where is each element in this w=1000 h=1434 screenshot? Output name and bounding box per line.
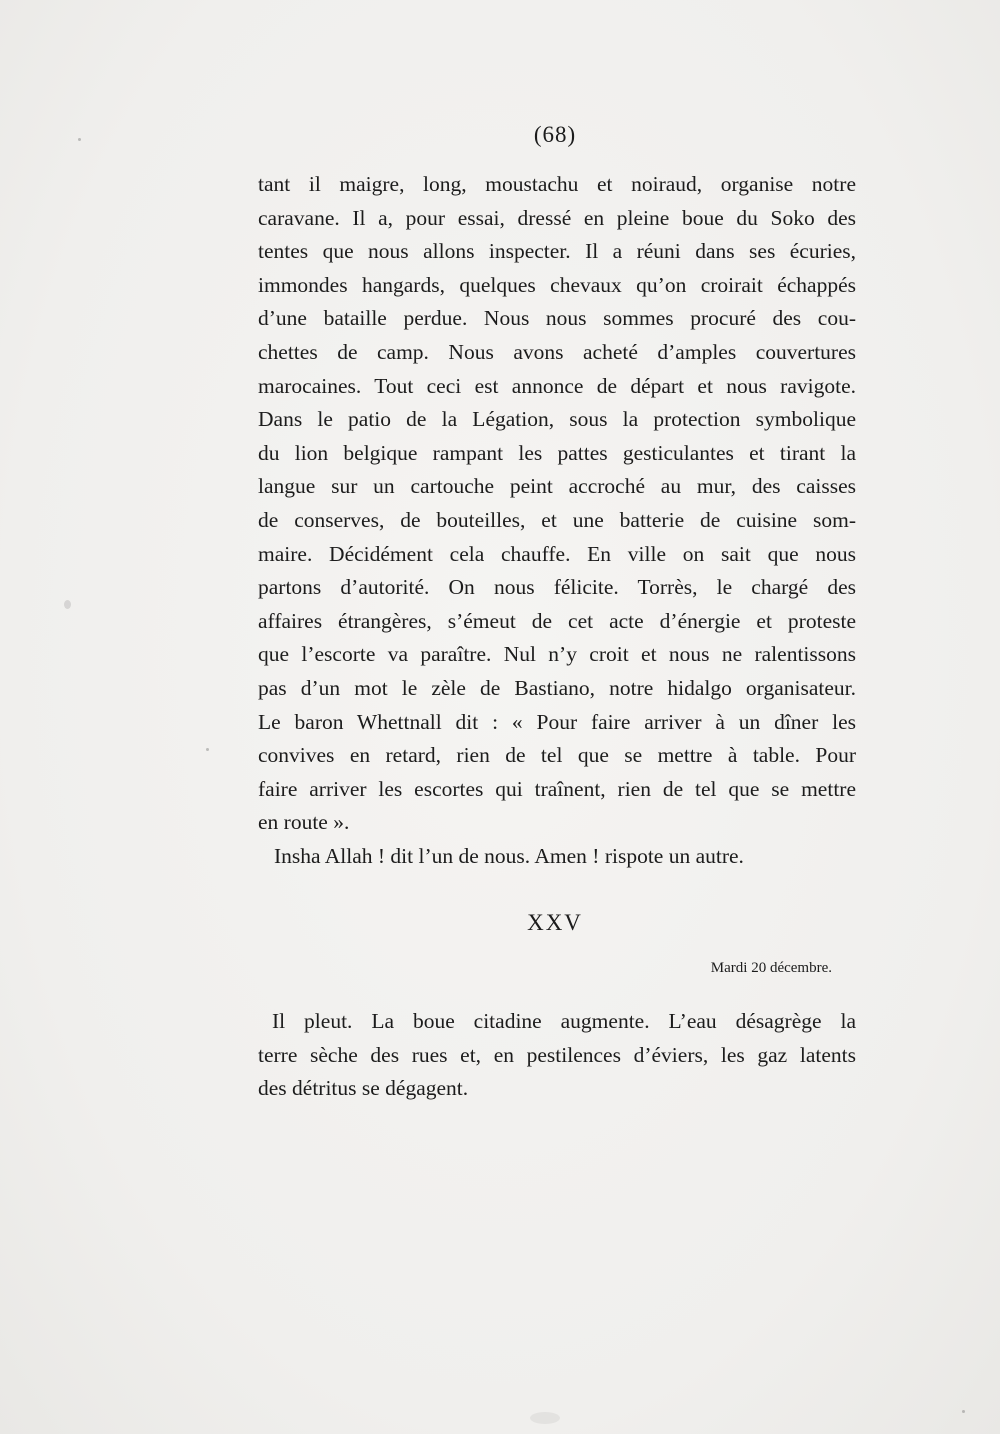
text-line: marocaines. Tout ceci est annonce de départ et nous ravigote. [258, 373, 856, 398]
text-line: immondes hangards, quelques chevaux qu’on croirait échappés [258, 272, 856, 297]
text-line: Insha Allah ! dit l’un de nous. Amen ! rispote un autre. [274, 844, 744, 868]
text-line: maire. Décidément cela chauffe. En ville on sait que nous [258, 541, 856, 566]
paper-speck [962, 1410, 965, 1413]
paper-speck [64, 600, 71, 609]
text-line: Le baron Whettnall dit : « Pour faire arriver à un dîner les [258, 709, 856, 734]
text-line: terre sèche des rues et, en pestilences d’éviers, les gaz latents [258, 1042, 856, 1067]
section-paragraph [258, 1005, 856, 1106]
text-line: faire arriver les escortes qui traînent, rien de tel que se mettre [258, 776, 856, 801]
text-line: affaires étrangères, s’émeut de cet acte d’énergie et proteste [258, 608, 856, 633]
text-line: Dans le patio de la Légation, sous la protection symbolique [258, 407, 856, 432]
text-line: en route ». [258, 810, 350, 835]
text-line: des détritus se dégagent. [258, 1076, 469, 1101]
text-line: Il pleut. La boue citadine augmente. L’eau désagrège la [272, 1009, 856, 1033]
text-line: d’une bataille perdue. Nous nous sommes procuré des cou- [258, 306, 856, 331]
section-title: XXV [527, 910, 583, 935]
text-line: tant il maigre, long, moustachu et noiraud, organise notre [258, 172, 856, 196]
paper-speck [530, 1412, 560, 1424]
text-line: caravane. Il a, pour essai, dressé en pleine boue du Soko des [258, 205, 856, 230]
text-line: pas d’un mot le zèle de Bastiano, notre hidalgo organisateur. [258, 675, 856, 700]
text-line: convives en retard, rien de tel que se mettre à table. Pour [258, 743, 856, 768]
page-number: (68) [533, 122, 577, 147]
text-line: de conserves, de bouteilles, et une batterie de cuisine som- [258, 507, 856, 532]
text-line: que l’escorte va paraître. Nul n’y croit et nous ne ralentissons [258, 642, 856, 667]
text-line: langue sur un cartouche peint accroché au mur, des caisses [258, 474, 856, 499]
main-paragraph [258, 168, 856, 840]
text-line: tentes que nous allons inspecter. Il a réuni dans ses écuries, [258, 239, 856, 264]
text-line: chettes de camp. Nous avons acheté d’amples couvertures [258, 339, 856, 364]
paper-speck [78, 138, 81, 141]
text-line: du lion belgique rampant les pattes gesticulantes et tirant la [258, 440, 856, 465]
reply-paragraph [258, 840, 856, 874]
section-date: Mardi 20 décembre. [710, 960, 832, 976]
text-line: partons d’autorité. On nous félicite. Torrès, le chargé des [258, 575, 856, 600]
paper-speck [206, 748, 209, 751]
